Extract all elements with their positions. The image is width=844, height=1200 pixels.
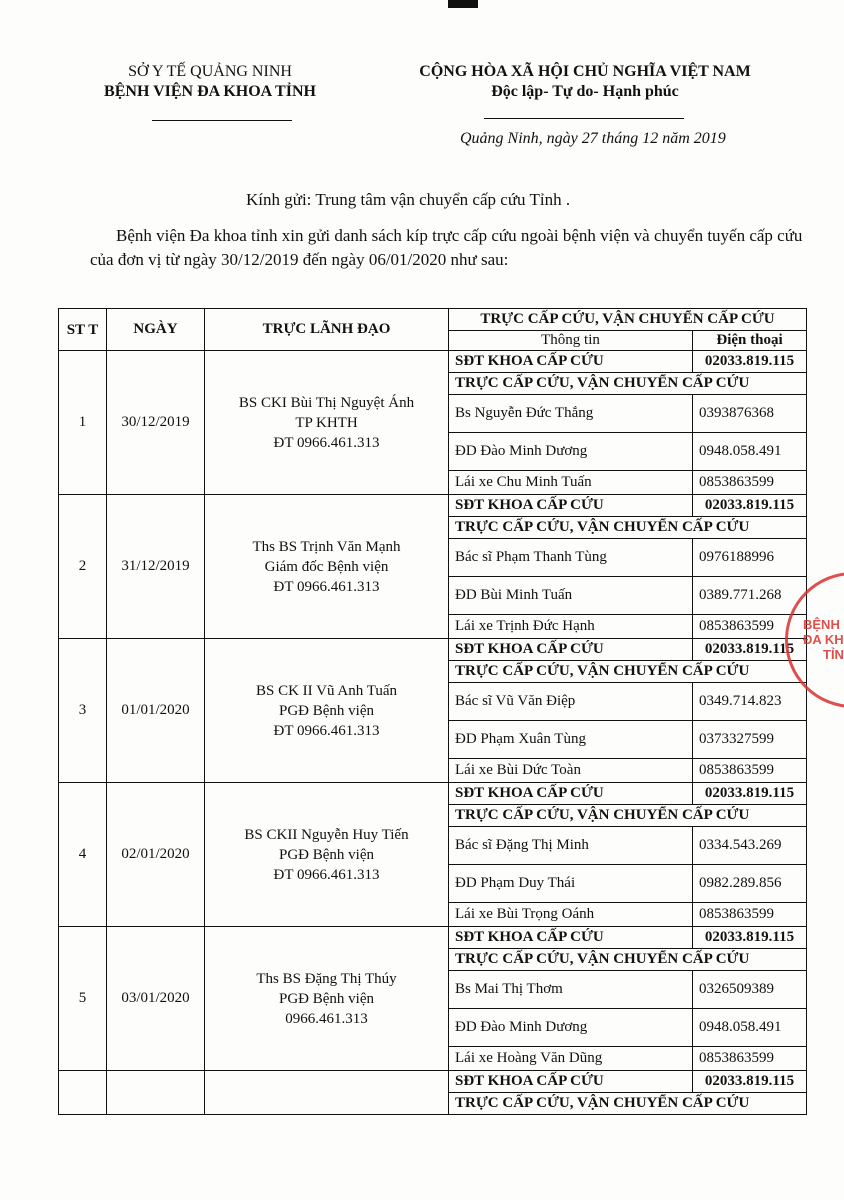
sdt-label-cell: SĐT KHOA CẤP CỨU [449, 495, 693, 517]
staff-name-cell: Bác sĩ Đặng Thị Minh [449, 827, 693, 865]
duty-label-cell: TRỰC CẤP CỨU, VẬN CHUYỂN CẤP CỨU [449, 805, 807, 827]
header-lead: TRỰC LÃNH ĐẠO [205, 309, 449, 351]
lead-line: Ths BS Đặng Thị Thúy [256, 970, 397, 987]
sdt-phone-cell: 02033.819.115 [693, 927, 807, 949]
header-stt: ST T [59, 309, 107, 351]
empty-cell [59, 1071, 107, 1115]
staff-name-cell: Bác sĩ Phạm Thanh Tùng [449, 539, 693, 577]
sdt-label-cell: SĐT KHOA CẤP CỨU [449, 639, 693, 661]
staff-phone-cell: 0976188996 [693, 539, 807, 577]
seal-text-line: TỈN [823, 647, 844, 662]
header-date: NGÀY [107, 309, 205, 351]
lead-line: PGĐ Bệnh viện [279, 990, 374, 1007]
stt-cell: 5 [59, 927, 107, 1071]
lead-line: ĐT 0966.461.313 [273, 578, 380, 595]
empty-cell [107, 1071, 205, 1115]
staff-name-cell: Lái xe Trịnh Đức Hạnh [449, 615, 693, 639]
document-date: Quảng Ninh, ngày 27 tháng 12 năm 2019 [460, 130, 726, 147]
table-header-row [59, 309, 807, 331]
top-scan-mark [448, 0, 478, 8]
staff-phone-cell: 0373327599 [693, 721, 807, 759]
stt-cell: 2 [59, 495, 107, 639]
sdt-label-cell: SĐT KHOA CẤP CỨU [449, 783, 693, 805]
duty-roster-table [58, 308, 807, 1115]
date-cell: 02/01/2020 [107, 783, 205, 927]
lead-cell [205, 927, 449, 1071]
staff-name-cell: Bs Nguyễn Đức Thắng [449, 395, 693, 433]
table-row [59, 639, 807, 661]
sdt-label-cell: SĐT KHOA CẤP CỨU [449, 1071, 693, 1093]
issuer-department: SỞ Y TẾ QUẢNG NINH [128, 63, 292, 80]
staff-name-cell: Bs Mai Thị Thơm [449, 971, 693, 1009]
staff-name-cell: ĐD Bùi Minh Tuấn [449, 577, 693, 615]
lead-line: TP KHTH [295, 414, 358, 431]
table-row [59, 351, 807, 373]
lead-line: BS CKII Nguyễn Huy Tiến [244, 826, 409, 843]
lead-cell [205, 639, 449, 783]
table-row [59, 1071, 807, 1093]
staff-phone-cell: 0948.058.491 [693, 1009, 807, 1047]
issuer-hospital: BỆNH VIỆN ĐA KHOA TỈNH [104, 83, 316, 100]
staff-phone-cell: 0853863599 [693, 1047, 807, 1071]
staff-phone-cell: 0853863599 [693, 615, 807, 639]
table-row [59, 495, 807, 517]
national-motto: Độc lập- Tự do- Hạnh phúc [491, 83, 679, 100]
sdt-phone-cell: 02033.819.115 [693, 1071, 807, 1093]
stt-cell: 4 [59, 783, 107, 927]
table-row [59, 927, 807, 949]
seal-text-line: BỆNH [803, 617, 840, 632]
duty-label-cell: TRỰC CẤP CỨU, VẬN CHUYỂN CẤP CỨU [449, 1093, 807, 1115]
staff-phone-cell: 0326509389 [693, 971, 807, 1009]
sdt-label-cell: SĐT KHOA CẤP CỨU [449, 351, 693, 373]
duty-label-cell: TRỰC CẤP CỨU, VẬN CHUYỂN CẤP CỨU [449, 373, 807, 395]
issuer-underline [152, 120, 292, 121]
duty-label-cell: TRỰC CẤP CỨU, VẬN CHUYỂN CẤP CỨU [449, 949, 807, 971]
staff-name-cell: ĐD Phạm Duy Thái [449, 865, 693, 903]
seal-text [803, 617, 844, 662]
lead-cell [205, 783, 449, 927]
seal-text-line: ĐA KH [803, 632, 844, 647]
staff-name-cell: ĐD Đào Minh Dương [449, 433, 693, 471]
header-duty: TRỰC CẤP CỨU, VẬN CHUYỂN CẤP CỨU [449, 309, 807, 331]
lead-line: ĐT 0966.461.313 [273, 722, 380, 739]
lead-line: BS CKI Bùi Thị Nguyệt Ánh [238, 394, 415, 411]
lead-cell [205, 351, 449, 495]
sdt-label-cell: SĐT KHOA CẤP CỨU [449, 927, 693, 949]
national-title: CỘNG HÒA XÃ HỘI CHỦ NGHĨA VIỆT NAM [419, 63, 751, 80]
lead-line: ĐT 0966.461.313 [273, 434, 380, 451]
date-cell: 01/01/2020 [107, 639, 205, 783]
staff-name-cell: ĐD Phạm Xuân Tùng [449, 721, 693, 759]
issuer-block [60, 62, 360, 102]
sdt-phone-cell: 02033.819.115 [693, 783, 807, 805]
stt-cell: 3 [59, 639, 107, 783]
staff-phone-cell: 0349.714.823 [693, 683, 807, 721]
lead-cell [205, 495, 449, 639]
header-info: Thông tin [449, 331, 693, 351]
staff-phone-cell: 0853863599 [693, 759, 807, 783]
lead-line: ĐT 0966.461.313 [273, 866, 380, 883]
motto-underline [484, 118, 684, 119]
staff-phone-cell: 0853863599 [693, 903, 807, 927]
table-row [59, 783, 807, 805]
duty-label-cell: TRỰC CẤP CỨU, VẬN CHUYỂN CẤP CỨU [449, 517, 807, 539]
greeting: Kính gửi: Trung tâm vận chuyển cấp cứu Tỉnh . [246, 190, 571, 209]
empty-cell [205, 1071, 449, 1115]
intro-paragraph: Bệnh viện Đa khoa tỉnh xin gửi danh sách kíp trực cấp cứu ngoài bệnh viện và chuyển tuyến cấp cứu của đơn vị từ ngày 30/12/2019 đến ngày 06/01/2020 như sau: [90, 226, 803, 269]
staff-name-cell: Lái xe Bùi Trọng Oánh [449, 903, 693, 927]
staff-phone-cell: 0948.058.491 [693, 433, 807, 471]
stt-cell: 1 [59, 351, 107, 495]
national-motto-block [370, 62, 800, 102]
staff-phone-cell: 0393876368 [693, 395, 807, 433]
duty-label-cell: TRỰC CẤP CỨU, VẬN CHUYỂN CẤP CỨU [449, 661, 807, 683]
sdt-phone-cell: 02033.819.115 [693, 639, 807, 661]
lead-line: PGĐ Bệnh viện [279, 702, 374, 719]
staff-name-cell: Bác sĩ Vũ Văn Điệp [449, 683, 693, 721]
staff-phone-cell: 0389.771.268 [693, 577, 807, 615]
lead-line: Ths BS Trịnh Văn Mạnh [252, 538, 401, 555]
staff-name-cell: Lái xe Hoàng Văn Dũng [449, 1047, 693, 1071]
date-cell: 31/12/2019 [107, 495, 205, 639]
duty-roster-body [59, 309, 807, 1115]
lead-line: Giám đốc Bệnh viện [264, 558, 389, 575]
staff-name-cell: Lái xe Chu Minh Tuấn [449, 471, 693, 495]
staff-phone-cell: 0334.543.269 [693, 827, 807, 865]
staff-phone-cell: 0853863599 [693, 471, 807, 495]
date-cell: 30/12/2019 [107, 351, 205, 495]
date-cell: 03/01/2020 [107, 927, 205, 1071]
sdt-phone-cell: 02033.819.115 [693, 351, 807, 373]
lead-line: PGĐ Bệnh viện [279, 846, 374, 863]
staff-name-cell: ĐD Đào Minh Dương [449, 1009, 693, 1047]
lead-line: 0966.461.313 [285, 1010, 368, 1027]
sdt-phone-cell: 02033.819.115 [693, 495, 807, 517]
lead-line: BS CK II Vũ Anh Tuấn [255, 682, 397, 699]
staff-name-cell: Lái xe Bùi Dức Toàn [449, 759, 693, 783]
header-phone: Điện thoại [693, 331, 807, 351]
staff-phone-cell: 0982.289.856 [693, 865, 807, 903]
